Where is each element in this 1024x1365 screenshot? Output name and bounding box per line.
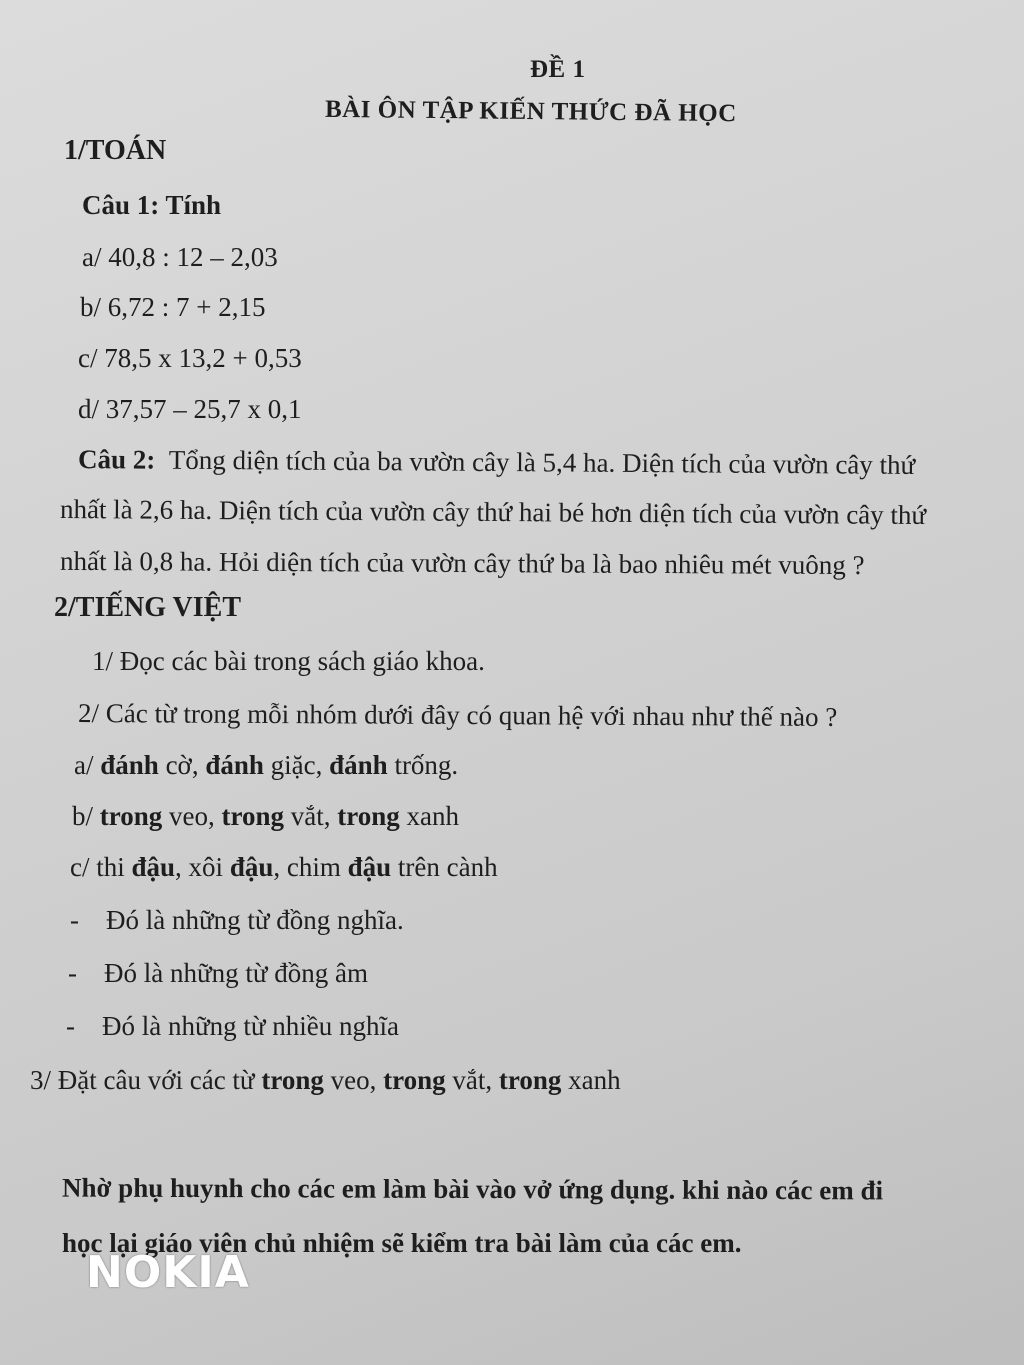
question-2-line-1: [78, 444, 915, 481]
vietnamese-heading: 2/TIẾNG VIỆT: [54, 592, 241, 623]
question-1-item-c: c/ 78,5 x 13,2 + 0,53: [78, 343, 302, 373]
exam-number: ĐỀ 1: [530, 56, 586, 83]
option-2: - Đó là những từ đồng âm: [68, 958, 368, 988]
camera-watermark-logo: NOKIA: [86, 1247, 250, 1298]
word-group-c: c/ thi đậu, xôi đậu, chim đậu trên cành: [70, 852, 498, 882]
vietnamese-item-1: 1/ Đọc các bài trong sách giáo khoa.: [92, 646, 485, 676]
bullet-dash: -: [66, 1011, 75, 1041]
question-1-label: Câu 1: Tính: [82, 190, 222, 220]
question-2-line-3: nhất là 0,8 ha. Hỏi diện tích của vườn cây thứ ba là bao nhiêu mét vuông ?: [59, 545, 865, 581]
word-group-b: b/ trong veo, trong vắt, trong xanh: [72, 801, 460, 831]
vietnamese-item-2: 2/ Các từ trong mỗi nhóm dưới đây có quan hệ với nhau như thế nào ?: [77, 698, 838, 732]
question-2-text: Tổng diện tích của ba vườn cây là 5,4 ha. Diện tích của vườn cây thứ: [168, 444, 916, 480]
page-title: BÀI ÔN TẬP KIẾN THỨC ĐÃ HỌC: [324, 95, 737, 128]
question-1-item-a: a/ 40,8 : 12 – 2,03: [82, 242, 278, 272]
math-heading: 1/TOÁN: [64, 135, 167, 166]
word-group-a: a/ đánh cờ, đánh giặc, đánh trống.: [74, 750, 459, 780]
parent-note-line-1: Nhờ phụ huynh cho các em làm bài vào vở ứng dụng. khi nào các em đi: [61, 1172, 884, 1206]
question-1-item-b: b/ 6,72 : 7 + 2,15: [80, 292, 266, 322]
parent-note-line-2: học lại giáo viên chủ nhiệm sẽ kiểm tra bài làm của các em.: [62, 1228, 742, 1258]
option-1: - Đó là những từ đồng nghĩa.: [70, 905, 404, 935]
vietnamese-item-3: 3/ Đặt câu với các từ trong veo, trong vắt, trong xanh: [30, 1065, 621, 1095]
option-3: - Đó là những từ nhiều nghĩa: [66, 1011, 399, 1041]
bullet-dash: -: [70, 905, 79, 935]
bullet-dash: -: [68, 958, 77, 988]
question-2-line-2: nhất là 2,6 ha. Diện tích của vườn cây thứ hai bé hơn diện tích của vườn cây thứ: [59, 493, 927, 531]
question-2-label: Câu 2:: [77, 444, 156, 475]
question-1-item-d: d/ 37,57 – 25,7 x 0,1: [78, 394, 302, 424]
